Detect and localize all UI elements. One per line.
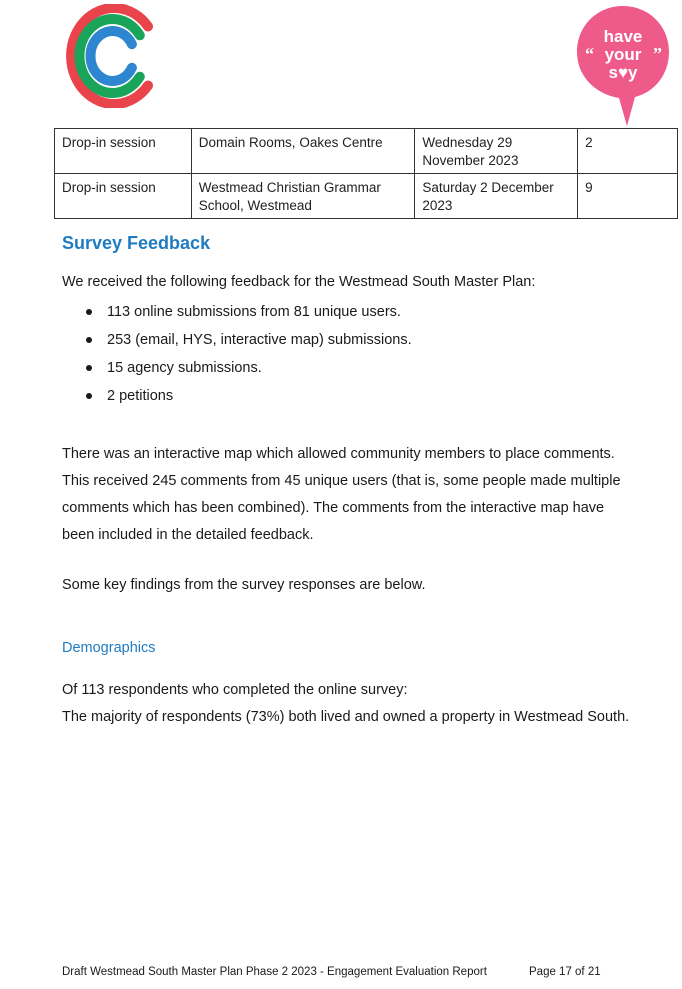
majority-line: The majority of respondents (73%) both lived and owned a property in Westmead South. — [62, 709, 630, 725]
table-row — [55, 174, 678, 219]
survey-intro: We received the following feedback for the Westmead South Master Plan: — [62, 274, 536, 290]
key-findings-paragraph: Some key findings from the survey responses are below. — [62, 577, 426, 593]
table-row — [55, 129, 678, 174]
page-number: Page 17 of 21 — [529, 966, 601, 978]
demographics-heading: Demographics — [62, 640, 156, 656]
interactive-map-paragraph: There was an interactive map which allowed community members to place comments. This received 245 comments from 45 unique users (that is, some people made multiple comments which has been combined). The comments from the interactive map have been included in the detailed feedback. — [62, 446, 621, 543]
respondents-line: Of 113 respondents who completed the online survey: — [62, 682, 408, 698]
list-item: 253 (email, HYS, interactive map) submissions. — [62, 330, 412, 358]
submission-list — [62, 302, 412, 414]
page-footer — [62, 966, 622, 978]
logo-word-say: s♥y — [608, 63, 638, 82]
logo-word-have: have — [603, 27, 643, 46]
list-item: 2 petitions — [62, 386, 412, 414]
sessions-table — [54, 128, 678, 219]
session-type-cell: Drop-in session — [55, 174, 192, 219]
have-your-say-logo — [575, 4, 671, 128]
demographics-paragraph — [62, 677, 632, 731]
session-count-cell: 9 — [578, 174, 678, 219]
session-date-cell: Saturday 2 December 2023 — [415, 174, 578, 219]
list-item: 113 online submissions from 81 unique users. — [62, 302, 412, 330]
session-date-cell: Wednesday 29 November 2023 — [415, 129, 578, 174]
footer-report-title: Draft Westmead South Master Plan Phase 2 2023 - Engagement Evaluation Report — [62, 966, 487, 978]
open-quote-icon: “ — [585, 44, 594, 64]
close-quote-icon: ” — [653, 44, 662, 64]
session-type-cell: Drop-in session — [55, 129, 192, 174]
council-logo — [66, 4, 158, 108]
session-count-cell: 2 — [578, 129, 678, 174]
logo-word-your: your — [604, 45, 642, 64]
session-location-cell: Westmead Christian Grammar School, Westmead — [191, 174, 415, 219]
survey-feedback-heading: Survey Feedback — [62, 233, 211, 253]
list-item: 15 agency submissions. — [62, 358, 412, 386]
session-location-cell: Domain Rooms, Oakes Centre — [191, 129, 415, 174]
